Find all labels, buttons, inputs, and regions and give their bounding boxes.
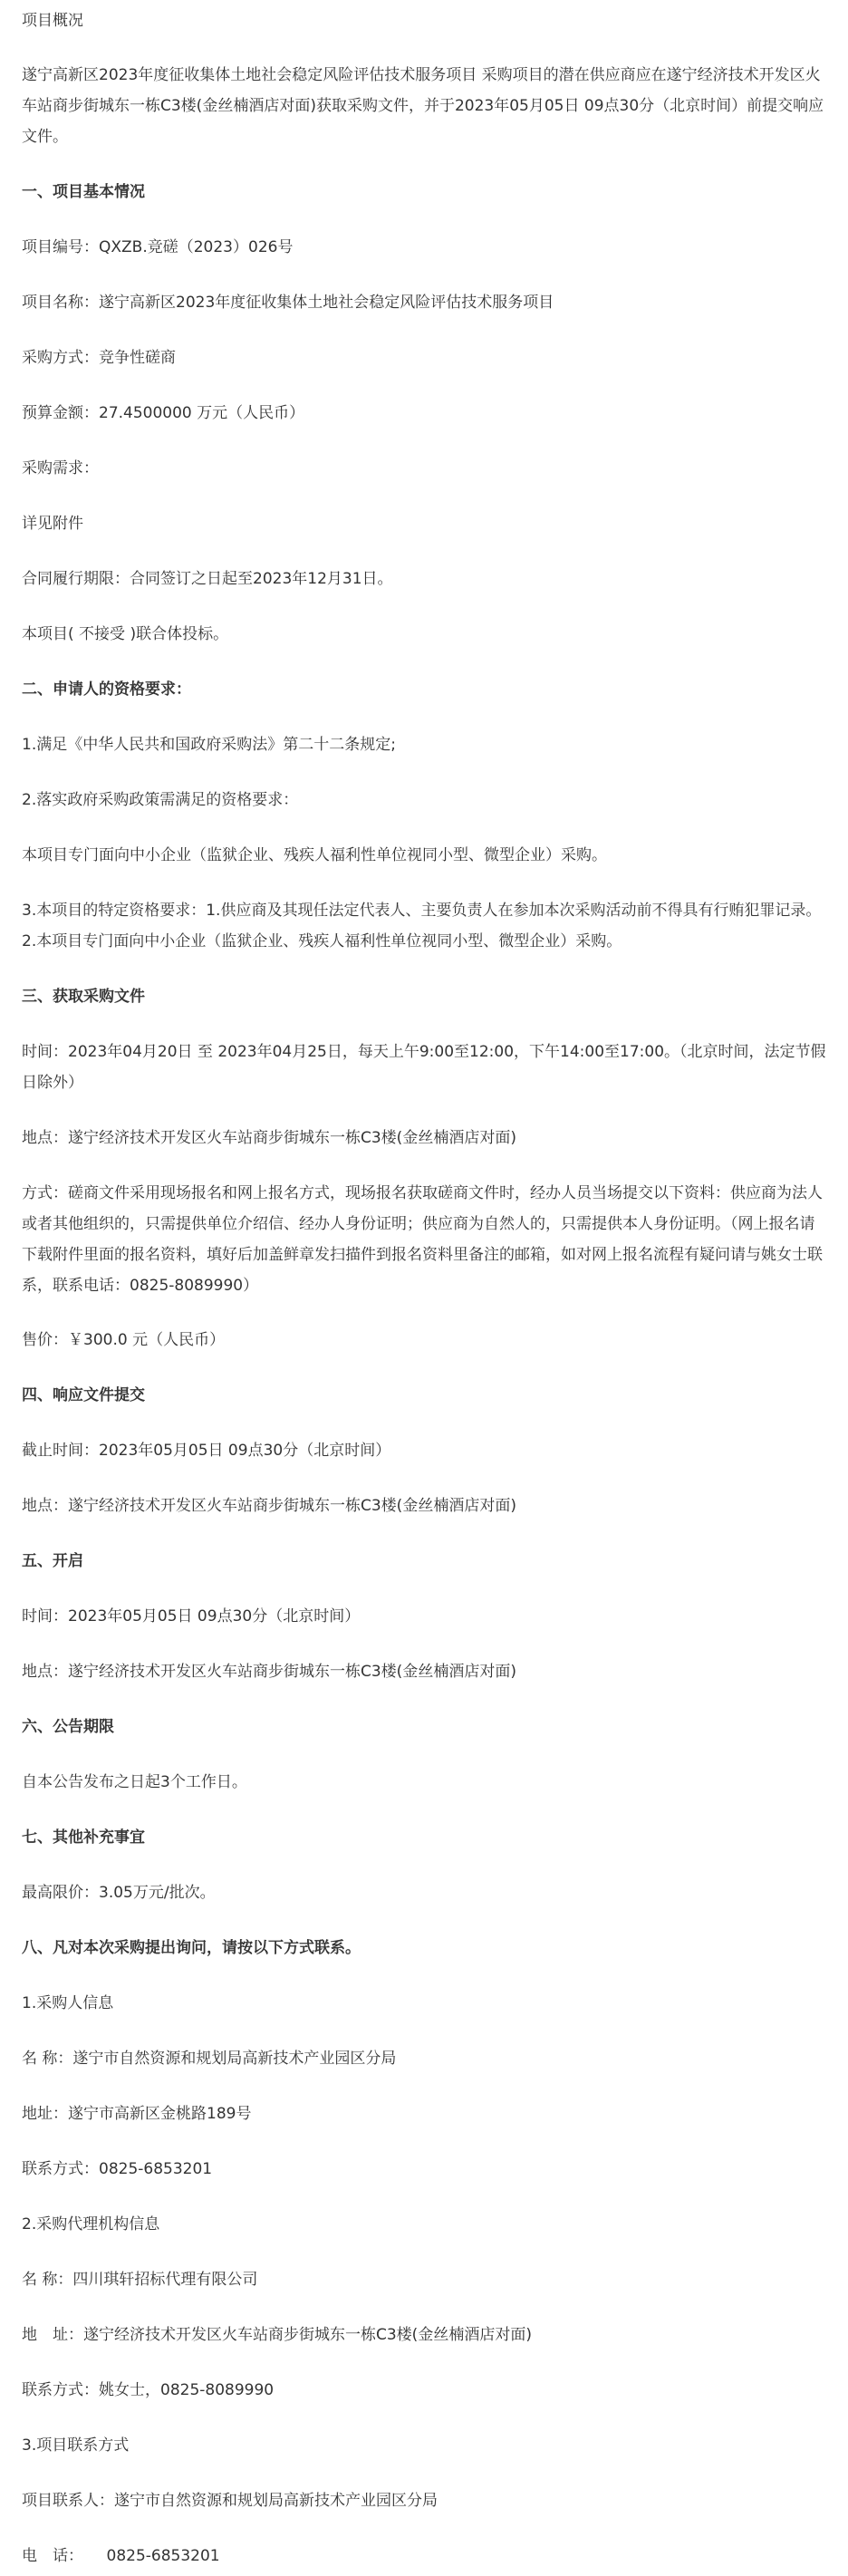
project-name: 项目名称：遂宁高新区2023年度征收集体土地社会稳定风险评估技术服务项目 — [22, 294, 554, 312]
consortium-bid: 本项目( 不接受 )联合体投标。 — [22, 625, 229, 643]
qualification-3: 3.本项目的特定资格要求：1.供应商及其现任法定代表人、主要负责人在参加本次采购活动前不得具有行贿犯罪记录。2.本项目专门面向中小企业（监狱企业、残疾人福利性单位视同小型、微型企业）采购。 — [22, 902, 822, 950]
section-heading-obtain-documents: 三、获取采购文件 — [22, 988, 145, 1006]
agency-contact: 联系方式：姚女士，0825-8089990 — [22, 2381, 275, 2399]
notice-period: 自本公告发布之日起3个工作日。 — [22, 1773, 247, 1791]
procurement-method: 采购方式：竞争性磋商 — [22, 349, 176, 367]
obtain-method: 方式：磋商文件采用现场报名和网上报名方式，现场报名获取磋商文件时，经办人员当场提交以下资料：供应商为法人或者其他组织的，只需提供单位介绍信、经办人身份证明；供应商为自然人的，只需提供本人身份证明。（网上报名请下载附件里面的报名资料，填好后加盖鲜章发扫描件到报名资料里备注的邮箱，如对网上报名流程有疑问请与姚女士联系，联系电话：0825-8089990） — [22, 1184, 823, 1295]
agency-address: 地 址：遂宁经济技术开发区火车站商步街城东一栋C3楼(金丝楠酒店对面) — [22, 2326, 532, 2344]
section-heading-contacts: 八、凡对本次采购提出询问，请按以下方式联系。 — [22, 1939, 361, 1957]
section-heading-notice-period: 六、公告期限 — [22, 1718, 114, 1736]
budget-amount: 预算金额：27.4500000 万元（人民币） — [22, 404, 305, 422]
project-number: 项目编号：QXZB.竞磋（2023）026号 — [22, 238, 294, 256]
project-contact-phone: 电 话： 0825-6853201 — [22, 2547, 220, 2565]
price-ceiling: 最高限价：3.05万元/批次。 — [22, 1884, 216, 1902]
purchaser-address: 地址：遂宁市高新区金桃路189号 — [22, 2105, 252, 2123]
purchaser-info-label: 1.采购人信息 — [22, 1994, 114, 2012]
section-heading-supplementary: 七、其他补充事宜 — [22, 1828, 145, 1847]
obtain-time: 时间：2023年04月20日 至 2023年04月25日，每天上午9:00至12:00，下午14:00至17:00。（北京时间，法定节假日除外） — [22, 1043, 826, 1092]
contract-period: 合同履行期限：合同签订之日起至2023年12月31日。 — [22, 570, 393, 588]
purchaser-contact: 联系方式：0825-6853201 — [22, 2160, 213, 2178]
procurement-needs-label: 采购需求： — [22, 459, 99, 478]
document-price: 售价：￥300.0 元（人民币） — [22, 1331, 226, 1349]
purchaser-name: 名 称：遂宁市自然资源和规划局高新技术产业园区分局 — [22, 2050, 397, 2068]
agency-info-label: 2.采购代理机构信息 — [22, 2215, 160, 2233]
project-contact-person: 项目联系人：遂宁市自然资源和规划局高新技术产业园区分局 — [22, 2492, 438, 2510]
section-heading-basic-info: 一、项目基本情况 — [22, 183, 145, 201]
project-contact-label: 3.项目联系方式 — [22, 2436, 130, 2455]
obtain-location: 地点：遂宁经济技术开发区火车站商步街城东一栋C3楼(金丝楠酒店对面) — [22, 1129, 516, 1147]
overview-paragraph: 遂宁高新区2023年度征收集体土地社会稳定风险评估技术服务项目 采购项目的潜在供应商应在遂宁经济技术开发区火车站商步街城东一栋C3楼(金丝楠酒店对面)获取采购文件，并于2023年05月05日 09点30分（北京时间）前提交响应文件。 — [22, 66, 824, 146]
qualification-2: 2.落实政府采购政策需满足的资格要求： — [22, 791, 299, 809]
overview-label: 项目概况 — [22, 12, 83, 30]
section-heading-submission: 四、响应文件提交 — [22, 1386, 145, 1404]
sme-requirement: 本项目专门面向中小企业（监狱企业、残疾人福利性单位视同小型、微型企业）采购。 — [22, 846, 607, 864]
opening-time: 时间：2023年05月05日 09点30分（北京时间） — [22, 1607, 361, 1626]
opening-location: 地点：遂宁经济技术开发区火车站商步街城东一栋C3楼(金丝楠酒店对面) — [22, 1663, 516, 1681]
section-heading-opening: 五、开启 — [22, 1552, 83, 1570]
submission-location: 地点：遂宁经济技术开发区火车站商步街城东一栋C3楼(金丝楠酒店对面) — [22, 1497, 516, 1515]
submission-deadline: 截止时间：2023年05月05日 09点30分（北京时间） — [22, 1442, 391, 1460]
see-attachment: 详见附件 — [22, 515, 83, 533]
agency-name: 名 称：四川琪轩招标代理有限公司 — [22, 2271, 258, 2289]
qualification-1: 1.满足《中华人民共和国政府采购法》第二十二条规定; — [22, 736, 396, 754]
section-heading-qualifications: 二、申请人的资格要求： — [22, 680, 191, 699]
